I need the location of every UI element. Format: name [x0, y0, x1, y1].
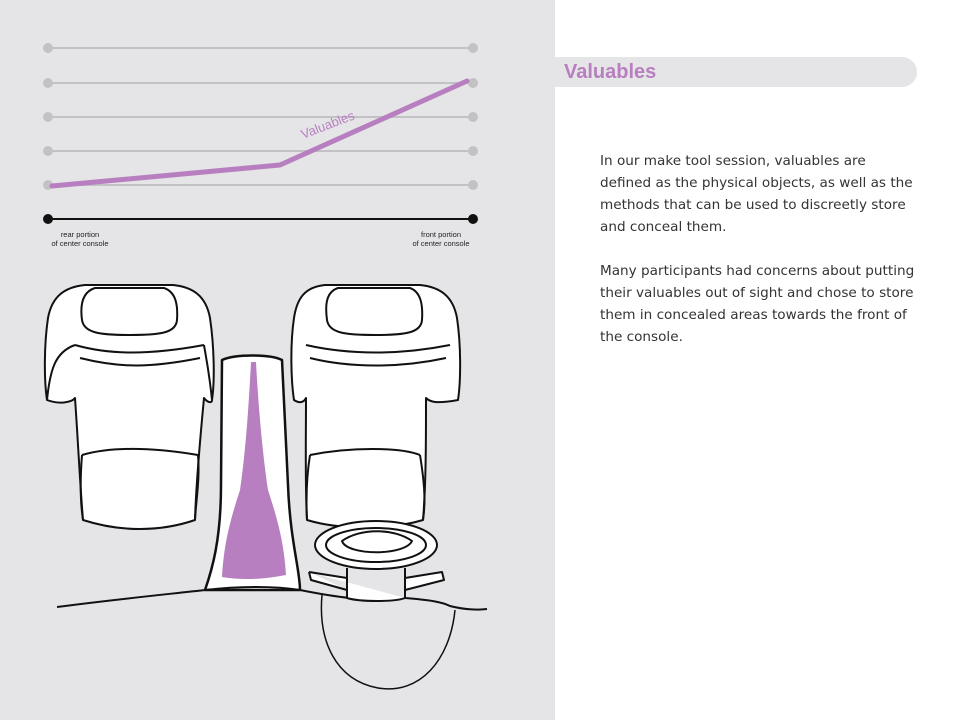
paragraph-findings: Many participants had concerns about putting their valuables out of sight and chose to store them in concealed areas towards the front of the console. — [600, 263, 915, 345]
left-seat — [45, 285, 214, 529]
front-label-line1: front portion — [420, 230, 462, 239]
center-console — [205, 356, 300, 591]
page-title: Valuables — [564, 61, 657, 83]
driver-floor-area — [321, 595, 455, 689]
front-label-line2: of center console — [412, 239, 470, 248]
axis-end-front — [468, 214, 478, 224]
rear-label-line2: of center console — [51, 239, 109, 248]
right-seat — [291, 285, 460, 528]
series-label: Valuables — [298, 107, 357, 142]
valuables-trend-line — [52, 81, 467, 186]
axis-end-rear — [43, 214, 53, 224]
steering-wheel — [309, 521, 444, 601]
paragraph-definition: In our make tool session, valuables are defined as the physical objects, as well as the methods that can be used to discreetly store and conceal them. — [600, 153, 913, 235]
rear-label-line1: rear portion — [60, 230, 100, 239]
body-text — [600, 150, 920, 370]
